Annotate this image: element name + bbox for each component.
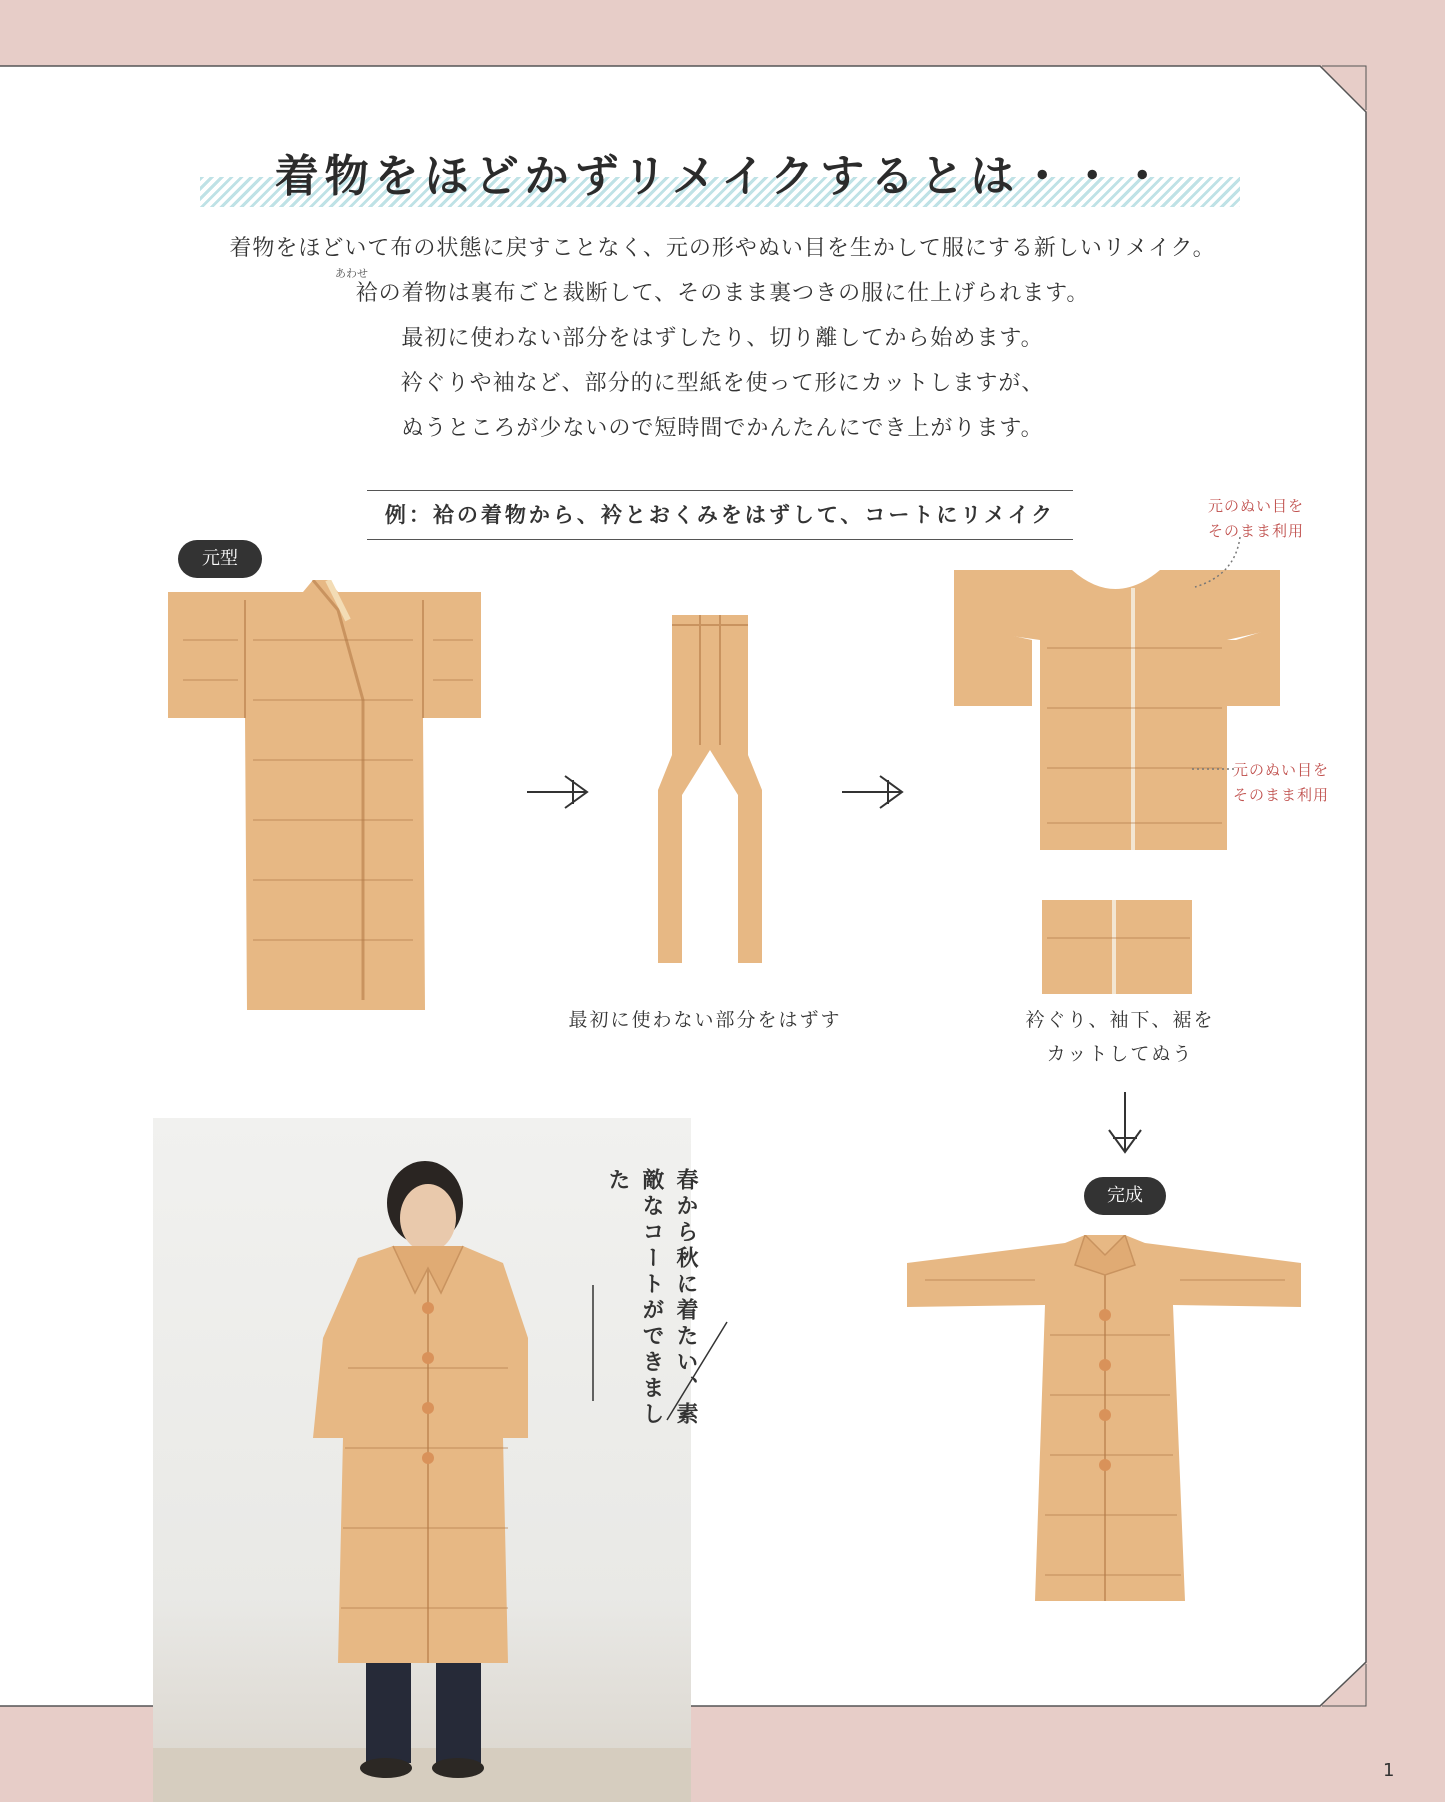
example-rule-top bbox=[367, 490, 1073, 491]
intro-line: 衿ぐりや袖など、部分的に型紙を使って形にカットしますが、 bbox=[400, 371, 1045, 396]
step2-caption-line: カットしてぬう bbox=[1046, 1043, 1194, 1065]
ruby-annotation: あわせ bbox=[335, 267, 368, 280]
tagline-rule-right bbox=[663, 1320, 733, 1440]
tagline-rule-left bbox=[588, 1283, 598, 1403]
note-leader-top bbox=[1190, 535, 1270, 595]
example-heading: 例：袷の着物から、衿とおくみをはずして、コートにリメイク bbox=[384, 503, 1056, 527]
seam-note-side bbox=[1233, 758, 1329, 808]
arrow-down-icon bbox=[1105, 1090, 1145, 1160]
arrow-right-icon bbox=[525, 772, 595, 812]
arrow-right-icon bbox=[840, 772, 910, 812]
step2-caption-line: 衿ぐり、袖下、裾を bbox=[1025, 1009, 1215, 1031]
seam-note-line: そのまま利用 bbox=[1233, 786, 1330, 804]
step2-caption bbox=[975, 1003, 1265, 1071]
finished-coat-image bbox=[905, 1235, 1305, 1605]
example-rule-bottom bbox=[367, 539, 1073, 540]
removed-collar-image bbox=[650, 615, 770, 965]
seam-note-line: そのまま利用 bbox=[1208, 522, 1305, 540]
page-number: 1 bbox=[1383, 1760, 1395, 1781]
label-original: 元型 bbox=[178, 540, 262, 578]
page-title: 着物をほどかずリメイクするとは・・・ bbox=[274, 151, 1171, 202]
seam-note-line: 元のぬい目を bbox=[1208, 497, 1305, 515]
photo-tagline-line: 素敵なコートができました bbox=[605, 1168, 698, 1428]
step1-caption: 最初に使わない部分をはずす bbox=[568, 1009, 842, 1031]
intro-line: 袷の着物は裏布ごと裁断して、そのまま裏つきの服に仕上げられます。 bbox=[355, 281, 1090, 306]
intro-line: 最初に使わない部分をはずしたり、切り離してから始めます。 bbox=[401, 326, 1044, 351]
seam-note-line: 元のぬい目を bbox=[1233, 761, 1330, 779]
intro-line: 着物をほどいて布の状態に戻すことなく、元の形やぬい目を生かして服にする新しいリメイク。 bbox=[229, 236, 1216, 261]
photo-tagline-line: 春から秋に着たい、 bbox=[673, 1168, 698, 1402]
seam-note-top bbox=[1208, 494, 1304, 544]
kimono-original-image bbox=[163, 580, 493, 1010]
intro-line: ぬうところが少ないので短時間でかんたんにでき上がります。 bbox=[401, 416, 1044, 441]
label-finished: 完成 bbox=[1084, 1177, 1166, 1215]
intro-paragraph bbox=[0, 226, 1445, 451]
